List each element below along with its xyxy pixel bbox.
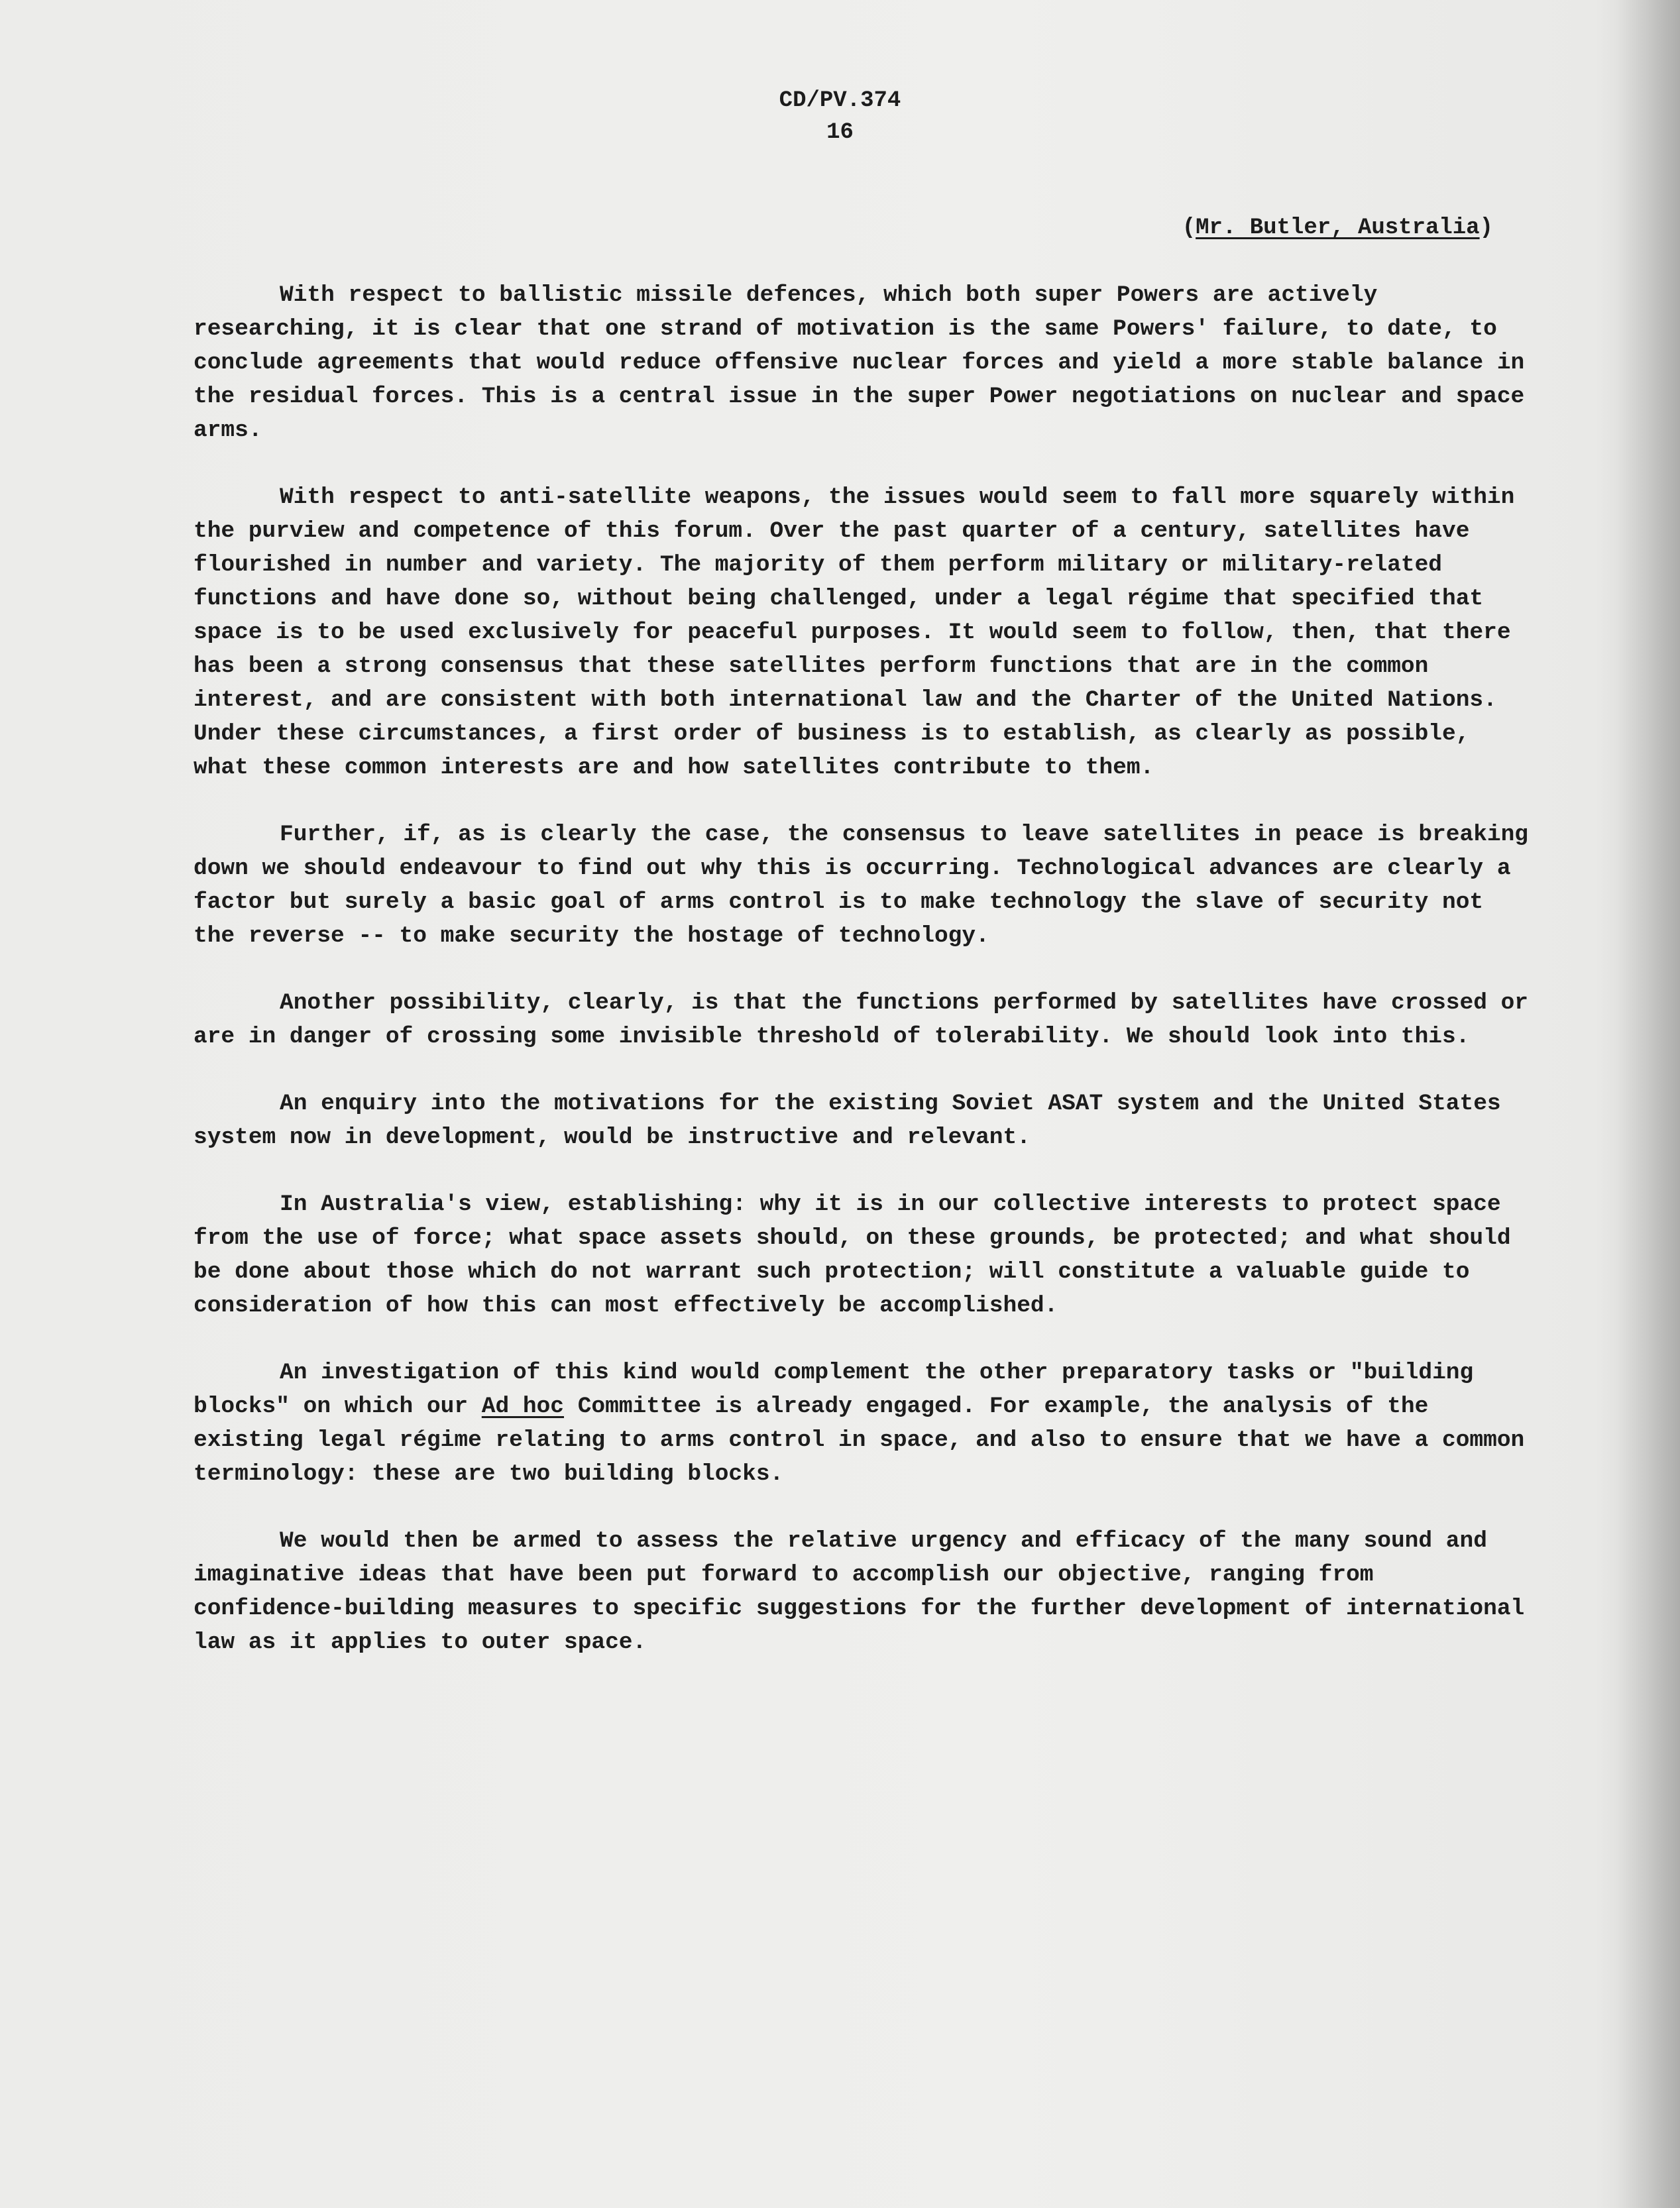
- paragraph-building-blocks-start: An investigation of this kind would complement the other preparatory tasks or "building blocks" on which our: [194, 1360, 1474, 1419]
- page-number: 16: [826, 120, 854, 145]
- page-edge-shadow: [1617, 0, 1680, 2208]
- speaker-open-paren: (: [1182, 215, 1196, 241]
- paragraph-ballistic-missile-defences: With respect to ballistic missile defences, which both super Powers are actively researching, it is clear that one strand of motivation is the same Powers' failure, to date, to conclude agreements that would reduce offensive nuclear forces and yield a more stable balance in the residual forces. This is a central issue in the super Power negotiations on nuclear and space arms.: [194, 282, 1525, 443]
- speaker-name: Mr. Butler, Australia: [1196, 215, 1480, 241]
- ad-hoc-term: Ad hoc: [481, 1394, 565, 1419]
- statement-body: [194, 278, 1532, 1692]
- paragraph-building-blocks-end: Committee is already engaged. For example, the analysis of the existing legal régime relating to arms control in space, and also to ensure that we have a common terminology: these are two building blocks.: [194, 1394, 1525, 1487]
- document-header: [0, 85, 1680, 148]
- paragraph-asat-enquiry: An enquiry into the motivations for the existing Soviet ASAT system and the United States system now in development, would be instructive and relevant.: [194, 1091, 1501, 1150]
- paragraph-threshold-of-tolerability: Another possibility, clearly, is that the functions performed by satellites have crossed or are in danger of crossing some invisible threshold of tolerability. We should look into this.: [194, 990, 1529, 1050]
- paragraph-australia-view: In Australia's view, establishing: why it is in our collective interests to protect space from the use of force; what space assets should, on these grounds, be protected; and what should be done about those which do not warrant such protection; will constitute a valuable guide to consideration of how this can most effectively be accomplished.: [194, 1191, 1511, 1319]
- paragraph-anti-satellite-weapons: With respect to anti-satellite weapons, the issues would seem to fall more squarely within the purview and competence of this forum. Over the past quarter of a century, satellites have flourished in number and variety. The majority of them perform military or military-related functions and have done so, without being challenged, under a legal régime that specified that space is to be used exclusively for peaceful purposes. It would seem to follow, then, that there has been a strong consensus that these satellites perform functions that are in the common interest, and are consistent with both international law and the Charter of the United Nations. Under these circumstances, a first order of business is to establish, as clearly as possible, what these common interests are and how satellites contribute to them.: [194, 484, 1515, 781]
- paragraph-building-blocks: [194, 1356, 1532, 1491]
- speaker-close-paren: ): [1479, 215, 1493, 241]
- document-symbol: CD/PV.374: [779, 88, 901, 113]
- paragraph-consensus-breaking-down: Further, if, as is clearly the case, the consensus to leave satellites in peace is breaking down we should endeavour to find out why this is occurring. Technological advances are clearly a factor but surely a basic goal of arms control is to make technology the slave of security not the reverse -- to make security the hostage of technology.: [194, 822, 1529, 949]
- speaker-attribution: [1182, 212, 1493, 244]
- paragraph-assess-ideas: We would then be armed to assess the relative urgency and efficacy of the many sound and imaginative ideas that have been put forward to accomplish our objective, ranging from confidence-building measures to specific suggestions for the further development of international law as it applies to outer space.: [194, 1528, 1525, 1655]
